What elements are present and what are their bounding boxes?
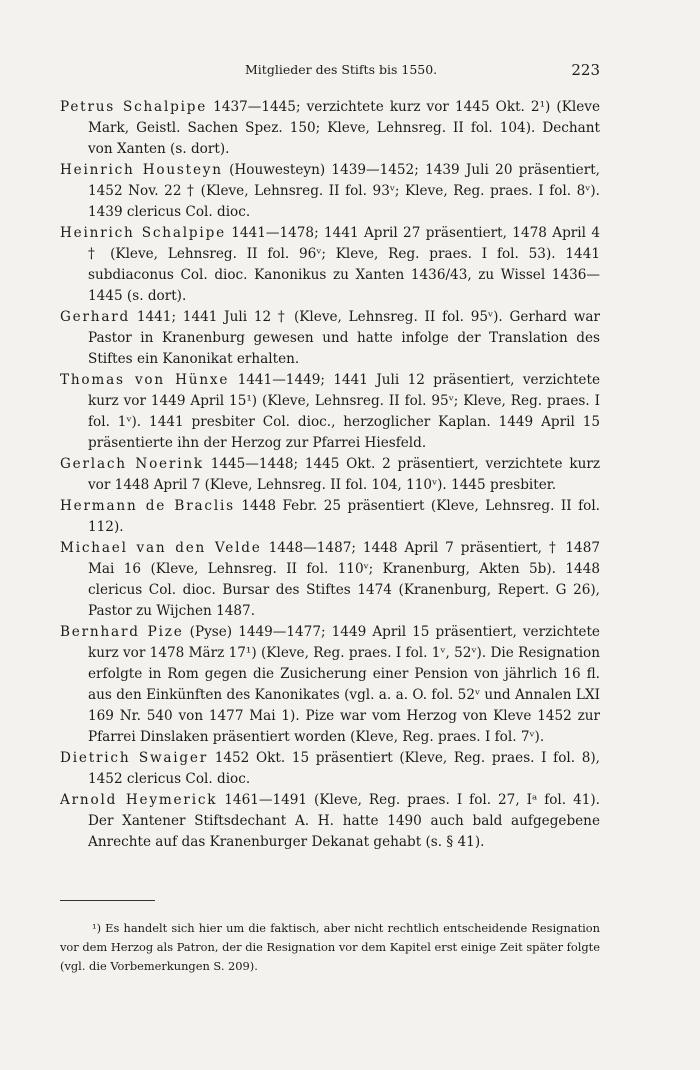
page-number: 223 <box>571 61 600 79</box>
person-name: Bernhard Pize <box>60 624 184 640</box>
list-item <box>60 790 600 853</box>
person-name: Gerlach Noerink <box>60 456 204 472</box>
entry-text: 1452 Okt. 15 präsentiert (Kleve, Reg. praes. I fol. 8), 1452 clericus Col. dioc. <box>88 750 600 787</box>
list-item <box>60 538 600 622</box>
person-name: Gerhard <box>60 309 131 325</box>
running-title: Mitglieder des Stifts bis 1550. <box>245 62 438 77</box>
list-item <box>60 748 600 790</box>
entry-text: (Houwesteyn) 1439—1452; 1439 Juli 20 präsentiert, 1452 Nov. 22 † (Kleve, Lehnsreg. II fol. 93ᵛ; Kleve, Reg. praes. I fol. 8ᵛ). 1439 clericus Col. dioc. <box>88 162 600 220</box>
person-name: Hermann de Braclis <box>60 498 235 514</box>
entry-text: 1461—1491 (Kleve, Reg. praes. I fol. 27, Iᵃ fol. 41). Der Xantener Stiftsdechant A. H. hatte 1490 auch bald aufgegebene Anrechte auf das Kranenburger Dekanat gehabt (s. § 41). <box>88 792 600 850</box>
person-name: Heinrich Housteyn <box>60 162 223 178</box>
person-name: Arnold Heymerick <box>60 792 218 808</box>
entry-text: 1445—1448; 1445 Okt. 2 präsentiert, verzichtete kurz vor 1448 April 7 (Kleve, Lehnsreg. II fol. 104, 110ᵛ). 1445 presbiter. <box>88 456 600 493</box>
person-name: Heinrich Schalpipe <box>60 225 226 241</box>
entry-text: 1437—1445; verzichtete kurz vor 1445 Okt. 2¹) (Kleve Mark, Geistl. Sachen Spez. 150; Kleve, Lehnsreg. II fol. 104). Dechant von Xanten (s. dort). <box>88 99 600 157</box>
entry-text: 1441; 1441 Juli 12 † (Kleve, Lehnsreg. II fol. 95ᵛ). Gerhard war Pastor in Kranenburg gewesen und hatte infolge der Translation des Stiftes ein Kanonikat erhalten. <box>88 309 600 367</box>
list-item <box>60 622 600 748</box>
person-name: Michael van den Velde <box>60 540 262 556</box>
entry-text: 1448—1487; 1448 April 7 präsentiert, † 1487 Mai 16 (Kleve, Lehnsreg. II fol. 110ᵛ; Kranenburg, Akten 5b). 1448 clericus Col. dioc. Bursar des Stiftes 1474 (Kranenburg, Repert. G 26), Pastor zu Wijchen 1487. <box>88 540 600 619</box>
list-item <box>60 223 600 307</box>
list-item <box>60 307 600 370</box>
footnote: ¹) Es handelt sich hier um die faktisch, aber nicht rechtlich entscheidende Resignation vor dem Herzog als Patron, der die Resignation vor dem Kapitel erst einige Zeit später folgte (vgl. die Vorbemerkungen S. 209). <box>60 921 600 974</box>
list-item <box>60 160 600 223</box>
entry-text: 1448 Febr. 25 präsentiert (Kleve, Lehnsreg. II fol. 112). <box>88 498 600 535</box>
person-name: Petrus Schalpipe <box>60 99 208 115</box>
person-name: Dietrich Swaiger <box>60 750 209 766</box>
person-name: Thomas von Hünxe <box>60 372 230 388</box>
entry-text: 1441—1478; 1441 April 27 präsentiert, 1478 April 4 † (Kleve, Lehnsreg. II fol. 96ᵛ; Kleve, Reg. praes. I fol. 53). 1441 subdiaconus Col. dioc. Kanonikus zu Xanten 1436/43, zu Wissel 1436—1445 (s. dort). <box>88 225 600 304</box>
entry-list <box>60 97 600 853</box>
entry-text: 1441—1449; 1441 Juli 12 präsentiert, verzichtete kurz vor 1449 April 15¹) (Kleve, Lehnsreg. II fol. 95ᵛ; Kleve, Reg. praes. I fol. 1ᵛ). 1441 presbiter Col. dioc., herzoglicher Kaplan. 1449 April 15 präsentierte ihn der Herzog zur Pfarrei Hiesfeld. <box>88 372 600 451</box>
list-item <box>60 496 600 538</box>
list-item <box>60 370 600 454</box>
list-item <box>60 97 600 160</box>
footnote-divider <box>60 900 155 901</box>
list-item <box>60 454 600 496</box>
entry-text: (Pyse) 1449—1477; 1449 April 15 präsentiert, verzichtete kurz vor 1478 März 17¹) (Kleve, Reg. praes. I fol. 1ᵛ, 52ᵛ). Die Resignation erfolgte in Rom gegen die Zusicherung einer Pension von jährlich 16 fl. aus den Einkünften des Kanonikates (vgl. a. a. O. fol. 52ᵛ und Annalen LXI 169 Nr. 540 von 1477 Mai 1). Pize war vom Herzog von Kleve 1452 zur Pfarrei Dinslaken präsentiert worden (Kleve, Reg. praes. I fol. 7ᵛ). <box>88 624 600 745</box>
